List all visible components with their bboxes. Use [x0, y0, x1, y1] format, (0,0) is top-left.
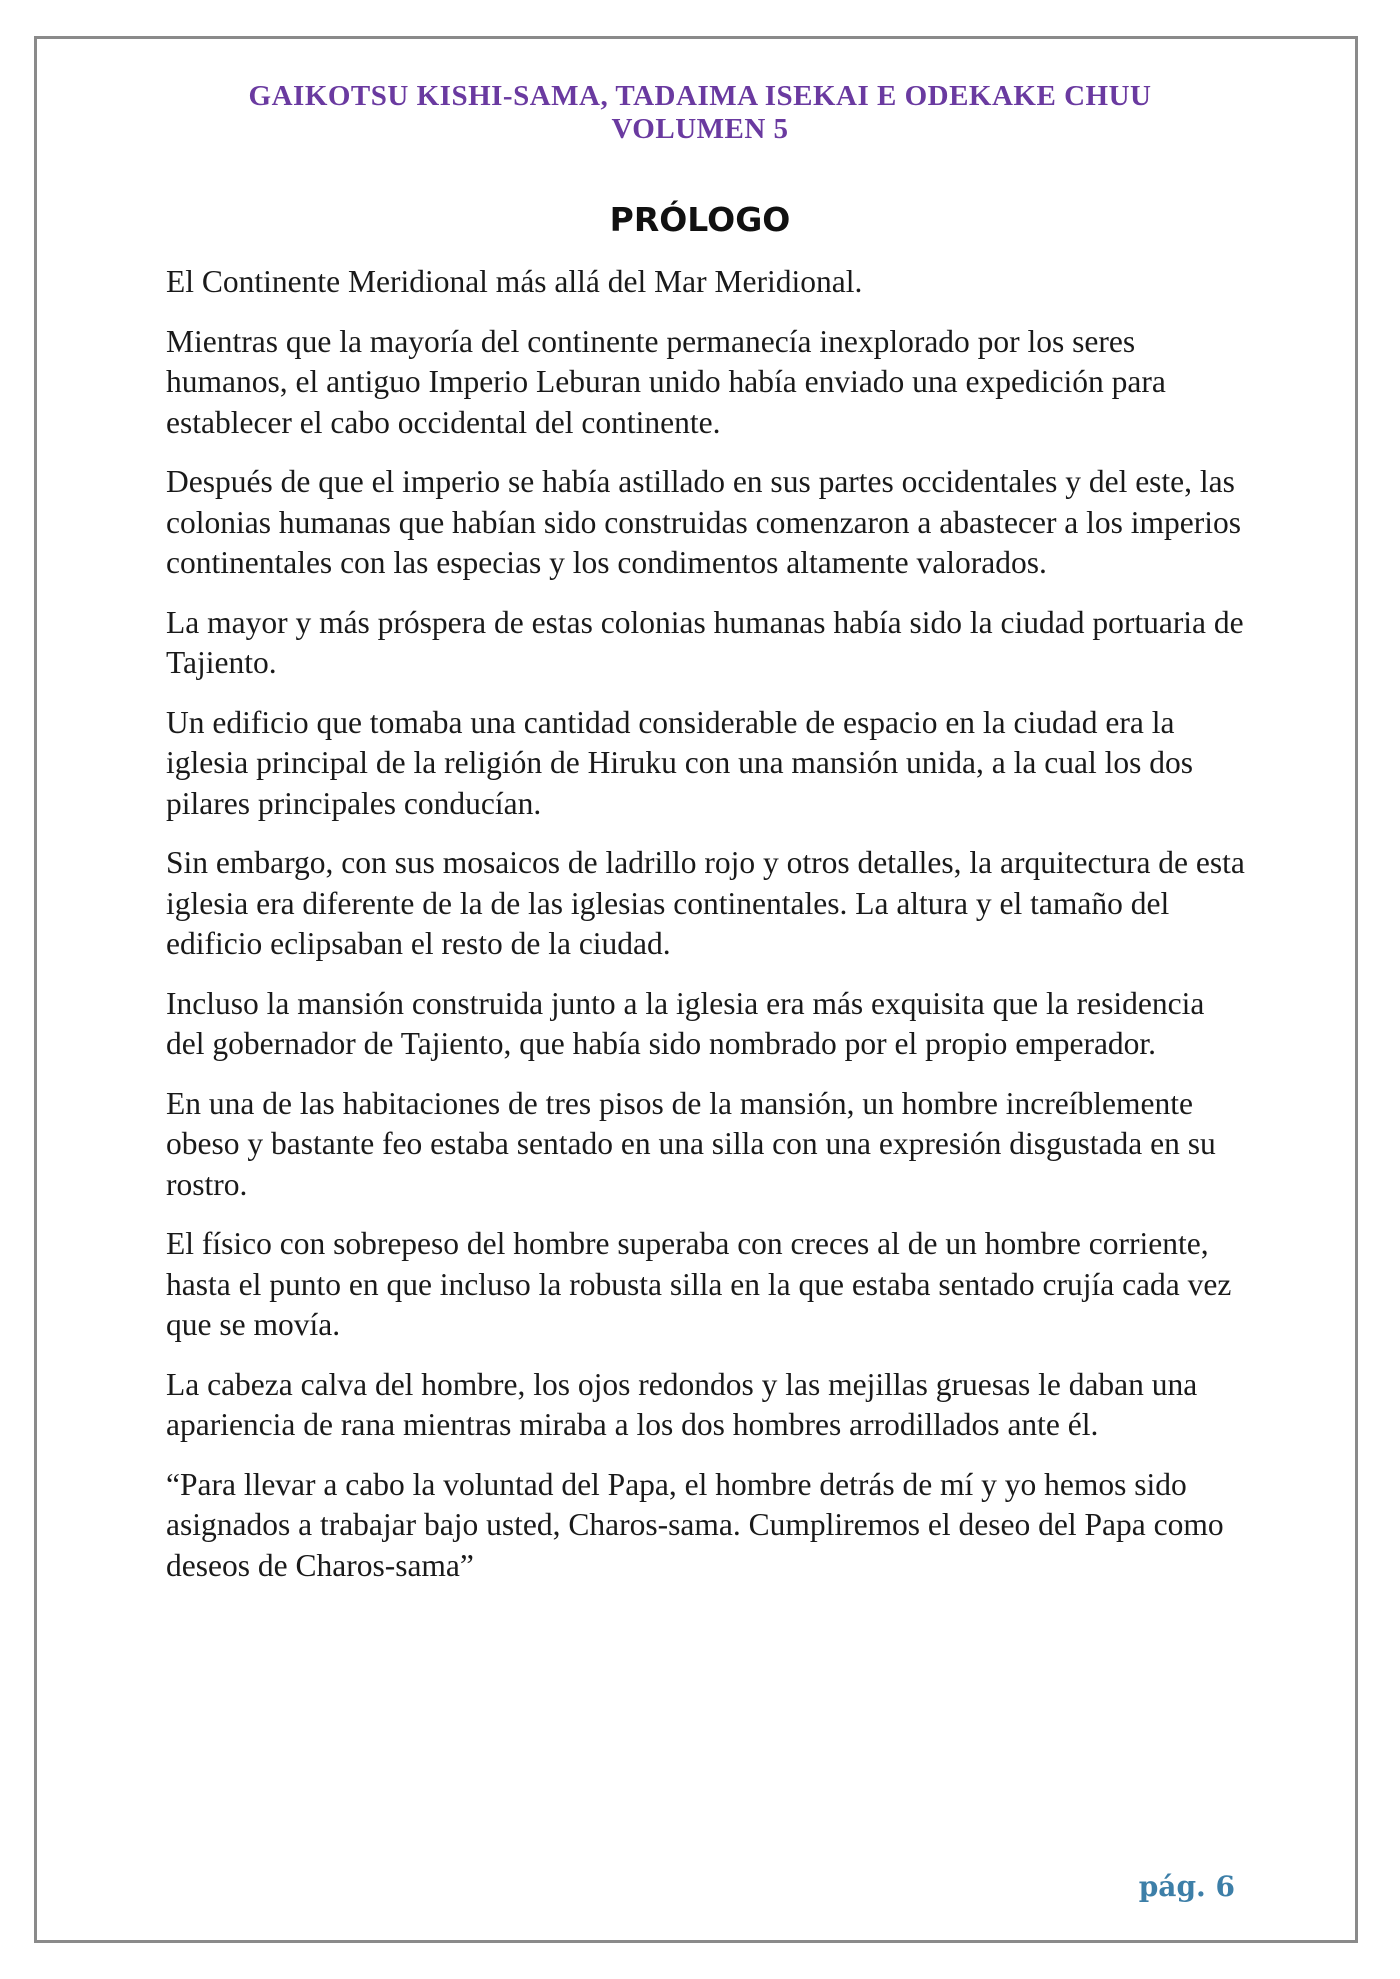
paragraph: La cabeza calva del hombre, los ojos redondos y las mejillas gruesas le daban una apariencia de rana mientras miraba a los dos hombres arrodillados ante él. — [166, 1366, 1198, 1442]
paragraph: Un edificio que tomaba una cantidad considerable de espacio en la ciudad era la iglesia principal de la religión de Hiruku con una mansión unida, a la cual los dos pilares principales conducían. — [166, 704, 1193, 821]
paragraph: En una de las habitaciones de tres pisos de la mansión, un hombre increíblemente obeso y bastante feo estaba sentado en una silla con una expresión disgustada en su rostro. — [166, 1085, 1216, 1202]
paragraph: El Continente Meridional más allá del Mar Meridional. — [166, 264, 863, 299]
volume-label: VOLUMEN 5 — [611, 113, 789, 145]
paragraph: La mayor y más próspera de estas colonias humanas había sido la ciudad portuaria de Tajiento. — [166, 604, 1244, 680]
book-header — [0, 80, 1400, 146]
page-number: pág. 6 — [1138, 1870, 1235, 1903]
paragraph: Sin embargo, con sus mosaicos de ladrillo rojo y otros detalles, la arquitectura de esta iglesia era diferente de la de las iglesias continentales. La altura y el tamaño del edificio eclipsaban el resto de la ciudad. — [166, 845, 1245, 961]
paragraph: Después de que el imperio se había astillado en sus partes occidentales y del este, las colonias humanas que habían sido construidas comenzaron a abastecer a los imperios continentales con las especias y los condimentos altamente valorados. — [166, 464, 1242, 580]
paragraph: Mientras que la mayoría del continente permanecía inexplorado por los seres humanos, el antiguo Imperio Leburan unido había enviado una expedición para establecer el cabo occidental del continente. — [166, 323, 1166, 440]
paragraph: Incluso la mansión construida junto a la iglesia era más exquisita que la residencia del gobernador de Tajiento, que había sido nombrado por el propio emperador. — [166, 985, 1205, 1061]
chapter-title: PRÓLOGO — [609, 200, 791, 239]
paragraph: El físico con sobrepeso del hombre superaba con creces al de un hombre corriente, hasta el punto en que incluso la robusta silla en la que estaba sentado crujía cada vez que se movía. — [166, 1226, 1232, 1342]
body-text — [166, 262, 1246, 1605]
paragraph: “Para llevar a cabo la voluntad del Papa, el hombre detrás de mí y yo hemos sido asignados a trabajar bajo usted, Charos-sama. Cumpliremos el deseo del Papa como deseos de Charos-sama” — [166, 1466, 1224, 1583]
series-title: GAIKOTSU KISHI-SAMA, TADAIMA ISEKAI E ODEKAKE CHUU — [248, 80, 1152, 112]
